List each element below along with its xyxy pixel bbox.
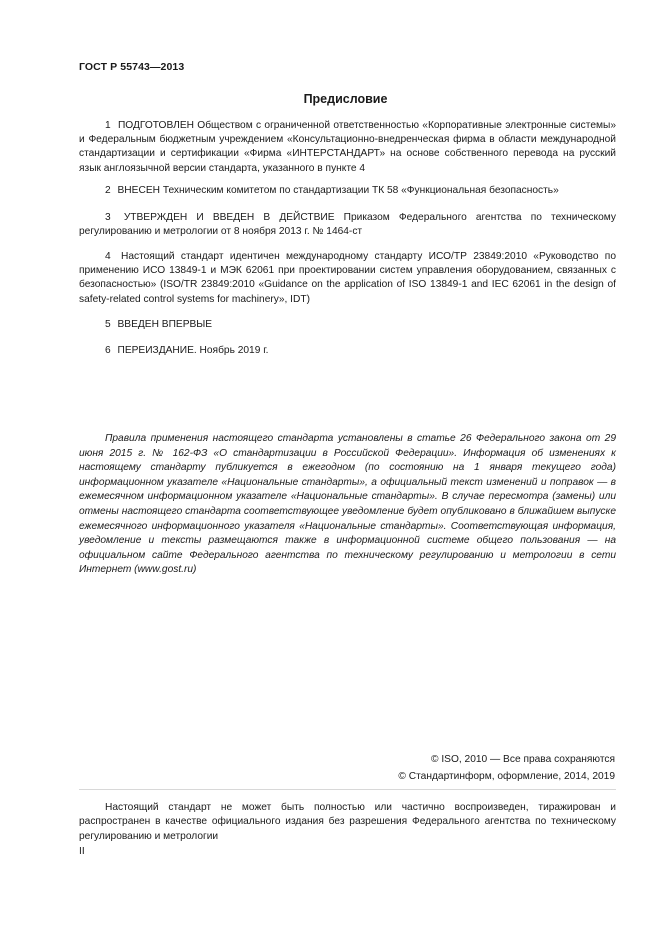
page-title: Предисловие [303, 92, 388, 106]
copyright-standartinform: © Стандартинформ, оформление, 2014, 2019 [398, 771, 615, 782]
item-number: 1 [105, 120, 111, 131]
item-text: Техническим комитетом по стандартизации ТК 58 «Функциональная безопасность» [162, 185, 559, 196]
item-keyword: ПОДГОТОВЛЕН [117, 120, 194, 131]
item-keyword: ВНЕСЕН [117, 185, 160, 196]
divider [79, 789, 616, 790]
item-number: 3 [105, 212, 111, 223]
foreword-item-2 [79, 184, 616, 198]
copyright-iso: © ISO, 2010 — Все права сохраняются [431, 754, 615, 765]
item-number: 4 [105, 251, 111, 262]
item-text: Приказом Федерального агентства по техническому регулированию и метрологии от 8 ноября 2013 г. № 1464-ст [79, 212, 616, 238]
reproduction-notice-text: Настоящий стандарт не может быть полностью или частично воспроизведен, тиражирован и распространен в качестве официального издания без разрешения Федерального агентства по техническому регулированию и метрологии [79, 802, 616, 842]
standard-code: ГОСТ Р 55743—2013 [79, 61, 185, 73]
notice-text: Правила применения настоящего стандарта установлены в статье 26 Федерального закона от 29 июня 2015 г. № 162-ФЗ «О стандартизации в Российской Федерации». Информация об изменениях к настоящему стандарту публикуется в ежегодном (по состоянию на 1 января текущего года) информационном указателе «Национальные стандарты», а официальный текст изменений и поправок — в ежемесячном информационном указателе «Национальные стандарты». В случае пересмотра (замены) или отмены настоящего стандарта соответствующее уведомление будет опубликовано в ближайшем выпуске ежемесячного информационного указателя «Национальные стандарты». Соответствующая информация, уведомление и тексты размещаются также в информационной системе общего пользования — на официальном сайте Федерального агентства по техническому регулированию и метрологии в сети Интернет (www.gost.ru) [79, 433, 616, 576]
item-number: 5 [105, 319, 111, 330]
foreword-item-1 [79, 119, 616, 176]
reproduction-notice [79, 801, 616, 844]
foreword-item-6 [79, 344, 616, 358]
item-text: Настоящий стандарт идентичен международному стандарту ИСО/ТР 23849:2010 «Руководство по применению ИСО 13849-1 и МЭК 62061 при проектировании систем управления оборудованием, связанных с безопасностью» (ISO/TR 23849:2010 «Guidance on the application of ISO 13849-1 and IEC 62061 in the design of safety-related control systems for machinery», IDT) [79, 251, 616, 305]
foreword-item-3 [79, 211, 616, 239]
item-number: 6 [105, 345, 111, 356]
foreword-item-5 [79, 318, 616, 332]
item-keyword: ПЕРЕИЗДАНИЕ. [117, 345, 197, 356]
item-text: Ноябрь 2019 г. [196, 345, 269, 356]
application-rules-notice [79, 432, 616, 578]
item-keyword: ВВЕДЕН ВПЕРВЫЕ [117, 319, 213, 330]
item-text: Обществом с ограниченной ответственностью «Корпоративные электронные системы» и Федеральным бюджетным учреждением «Консультационно-внедренческая фирма в области международной стандартизации и сертификации «Фирма «ИНТЕРСТАНДАРТ» на основе собственного перевода на русский язык англоязычной версии стандарта, указанного в пункте 4 [79, 120, 616, 174]
item-keyword: УТВЕРЖДЕН И ВВЕДЕН В ДЕЙСТВИЕ [123, 212, 335, 223]
item-number: 2 [105, 185, 111, 196]
page-number: II [79, 846, 85, 857]
foreword-item-4 [79, 250, 616, 307]
